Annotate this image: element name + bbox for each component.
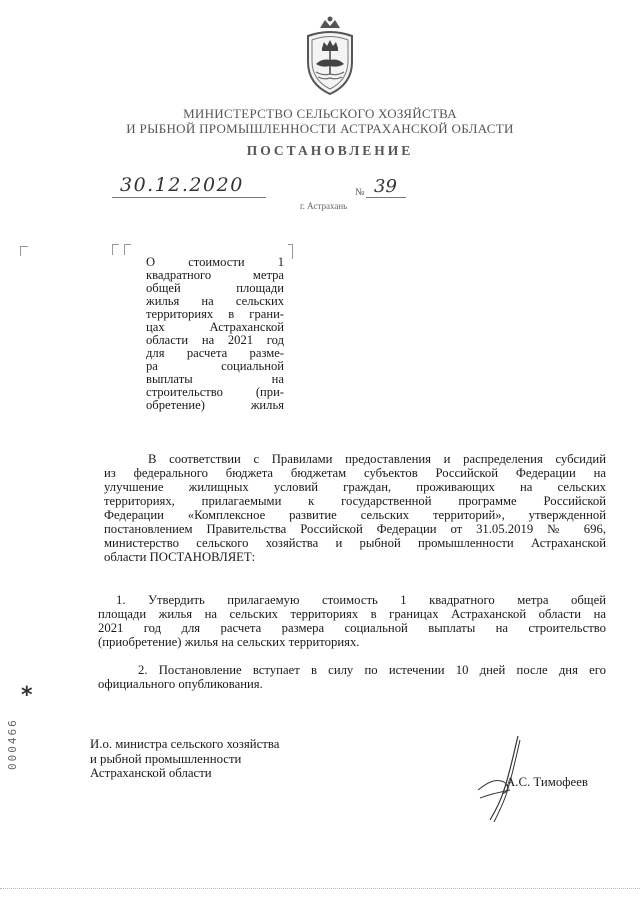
subject-line: О стоимости 1 [146,256,284,269]
paragraph-line: В соответствии с Правилами предоставления и распределения субсидий [148,452,606,466]
signer-title-line: и рыбной промышленности [90,751,242,766]
item-2-paragraph [98,663,606,691]
document-subject [146,256,284,412]
paragraph-line: 2. Постановление вступает в силу по истечении 10 дней после дня его [138,663,606,677]
subject-line: общей площади [146,282,284,295]
date-underline [112,197,266,198]
serial-number-stamp: 000466 [6,718,19,770]
paragraph-line: (приобретение) жилья на сельских территориях. [98,635,360,649]
subject-line: цах Астраханской [146,321,284,334]
signer-name: А.С. Тимофеев [506,775,588,789]
subject-corner-mark [124,244,131,255]
registration-corner-mark [20,246,28,256]
subject-line: ра социальной [146,360,284,373]
paragraph-line: 1. Утвердить прилагаемую стоимость 1 квадратного метра общей [116,593,606,607]
number-underline [366,197,406,198]
ministry-name-line-1: МИНИСТЕРСТВО СЕЛЬСКОГО ХОЗЯЙСТВА [183,106,457,121]
ministry-name-line-2: И РЫБНОЙ ПРОМЫШЛЕННОСТИ АСТРАХАНСКОЙ ОБЛАСТИ [126,121,514,136]
subject-line: территориях в грани- [146,308,284,321]
document-type-title: ПОСТАНОВЛЕНИЕ [246,143,414,158]
subject-line: обретение) жилья [146,399,284,412]
subject-line: квадратного метра [146,269,284,282]
handwritten-document-number: 39 [374,176,397,197]
subject-line: строительство (при- [146,386,284,399]
paragraph-line: официального опубликования. [98,677,263,691]
paragraph-line: площади жилья на сельских территориях в границах Астраханской области на [98,607,606,621]
paragraph-line: улучшение жилищных условий граждан, проживающих на сельских [104,480,606,494]
item-1-paragraph [98,593,606,649]
handwritten-date: 30.12.2020 [120,174,244,196]
subject-line: выплаты на [146,373,284,386]
page-bottom-edge [0,888,640,889]
paragraph-line: территориях, прилагаемыми к государственной программе Российской [104,494,606,508]
margin-asterisk: * [21,683,33,708]
coat-of-arms-emblem [298,14,362,100]
subject-line: области на 2021 год [146,334,284,347]
paragraph-line: из федерального бюджета бюджетам субъектов Российской Федерации на [104,466,606,480]
subject-corner-mark [112,244,119,255]
subject-line: жилья на сельских [146,295,284,308]
signer-title [90,737,279,781]
paragraph-line: министерство сельского хозяйства и рыбной промышленности Астраханской [104,536,606,550]
number-sign: № [355,187,365,198]
preamble-paragraph [104,452,606,564]
subject-line: для расчета разме- [146,347,284,360]
signer-title-line: Астраханской области [90,766,212,780]
paragraph-line: постановлением Правительства Российской Федерации от 31.05.2019 № 696, [104,522,606,536]
paragraph-line: Федерации «Комплексное развитие сельских территорий», утвержденной [104,508,606,522]
paragraph-line: 2021 год для расчета размера социальной выплаты на строительство [98,621,606,635]
subject-corner-mark [288,244,293,259]
city-name: г. Астрахань [300,201,348,211]
paragraph-line: области ПОСТАНОВЛЯЕТ: [104,550,256,564]
signer-title-line: И.о. министра сельского хозяйства [90,737,280,751]
